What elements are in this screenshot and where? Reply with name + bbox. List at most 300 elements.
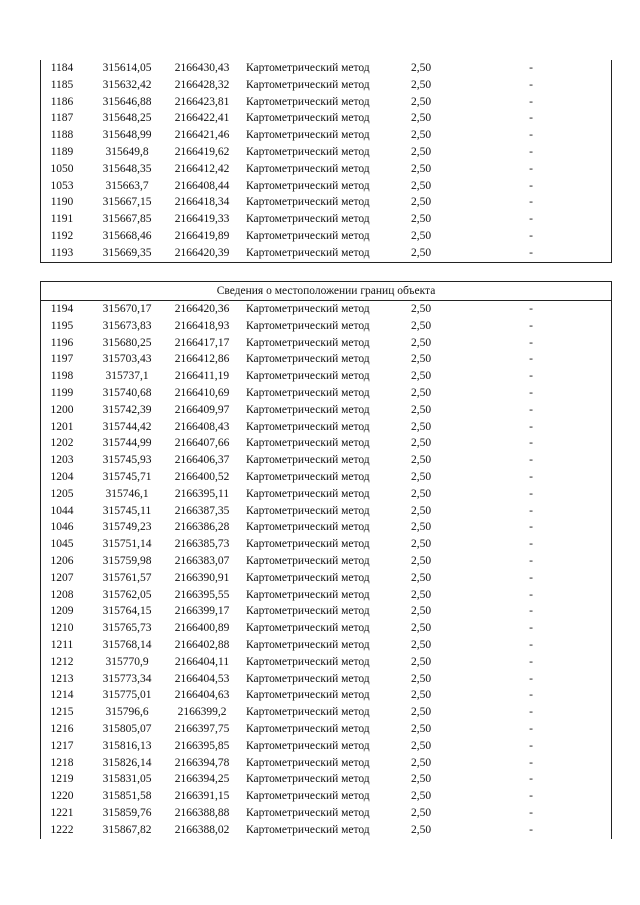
method-cell: Картометрический метод [246, 823, 370, 836]
table-row [41, 419, 611, 436]
coord-x-cell: 315632,42 [102, 78, 152, 91]
point-number-cell: 1208 [50, 588, 74, 601]
table-row [41, 301, 611, 318]
coord-x-cell: 315764,15 [102, 605, 152, 618]
point-number-cell: 1214 [50, 689, 74, 702]
method-cell: Картометрический метод [246, 403, 370, 416]
description-cell: - [529, 672, 533, 685]
description-cell: - [529, 78, 533, 91]
coord-y-cell: 2166423,81 [174, 95, 230, 108]
coord-y-cell: 2166404,63 [174, 689, 230, 702]
description-cell: - [529, 655, 533, 668]
coord-x-cell: 315668,46 [102, 229, 152, 242]
method-cell: Картометрический метод [246, 112, 370, 125]
coord-x-cell: 315745,93 [102, 454, 152, 467]
method-cell: Картометрический метод [246, 95, 370, 108]
description-cell: - [529, 303, 533, 315]
point-number-cell: 1211 [50, 638, 74, 651]
description-cell: - [529, 756, 533, 769]
coord-x-cell: 315759,98 [102, 554, 152, 567]
precision-cell: 2,50 [410, 521, 432, 534]
point-number-cell: 1217 [50, 739, 74, 752]
coord-y-cell: 2166404,53 [174, 672, 230, 685]
coord-y-cell: 2166406,37 [174, 454, 230, 467]
description-cell: - [529, 739, 533, 752]
point-number-cell: 1216 [50, 722, 74, 735]
point-number-cell: 1198 [50, 370, 74, 383]
method-cell: Картометрический метод [246, 504, 370, 517]
table-row [41, 228, 611, 245]
precision-cell: 2,50 [410, 62, 432, 74]
point-number-cell: 1186 [50, 95, 74, 108]
point-number-cell: 1044 [50, 504, 74, 517]
description-cell: - [529, 386, 533, 399]
coord-y-cell: 2166395,85 [174, 739, 230, 752]
table-row [41, 704, 611, 721]
coord-x-cell: 315740,68 [102, 386, 152, 399]
table-row [41, 452, 611, 469]
coord-x-cell: 315670,17 [102, 303, 152, 315]
coord-x-cell: 315805,07 [102, 722, 152, 735]
method-cell: Картометрический метод [246, 229, 370, 242]
method-cell: Картометрический метод [246, 303, 370, 315]
table-row [41, 654, 611, 671]
point-number-cell: 1187 [50, 112, 74, 125]
precision-cell: 2,50 [410, 370, 432, 383]
point-number-cell: 1195 [50, 319, 74, 332]
method-cell: Картометрический метод [246, 78, 370, 91]
table-row [41, 738, 611, 755]
table-row [41, 805, 611, 822]
method-cell: Картометрический метод [246, 622, 370, 635]
description-cell: - [529, 112, 533, 125]
coord-y-cell: 2166417,17 [174, 336, 230, 349]
coord-x-cell: 315745,71 [102, 470, 152, 483]
coord-x-cell: 315859,76 [102, 806, 152, 819]
method-cell: Картометрический метод [246, 179, 370, 192]
point-number-cell: 1210 [50, 622, 74, 635]
table-row [41, 110, 611, 127]
coord-y-cell: 2166404,11 [174, 655, 230, 668]
point-number-cell: 1219 [50, 773, 74, 786]
coord-y-cell: 2166408,43 [174, 420, 230, 433]
coord-y-cell: 2166402,88 [174, 638, 230, 651]
point-number-cell: 1193 [50, 246, 74, 259]
point-number-cell: 1046 [50, 521, 74, 534]
method-cell: Картометрический метод [246, 706, 370, 719]
coord-y-cell: 2166395,11 [174, 487, 230, 500]
coord-x-cell: 315796,6 [105, 706, 149, 719]
coord-y-cell: 2166410,69 [174, 386, 230, 399]
point-number-cell: 1202 [50, 437, 74, 450]
table-row [41, 519, 611, 536]
coord-x-cell: 315768,14 [102, 638, 152, 651]
coord-x-cell: 315648,25 [102, 112, 152, 125]
method-cell: Картометрический метод [246, 773, 370, 786]
precision-cell: 2,50 [410, 179, 432, 192]
table-row [41, 385, 611, 402]
coord-y-cell: 2166422,41 [174, 112, 230, 125]
coord-x-cell: 315765,73 [102, 622, 152, 635]
point-number-cell: 1192 [50, 229, 74, 242]
table-row [41, 671, 611, 688]
precision-cell: 2,50 [410, 162, 432, 175]
coord-y-cell: 2166400,89 [174, 622, 230, 635]
precision-cell: 2,50 [410, 213, 432, 226]
coord-x-cell: 315663,7 [105, 179, 149, 192]
coord-x-cell: 315648,99 [102, 129, 152, 142]
table-row [41, 755, 611, 772]
coord-y-cell: 2166418,93 [174, 319, 230, 332]
coord-y-cell: 2166390,91 [174, 571, 230, 584]
table-row [41, 788, 611, 805]
table-row [41, 335, 611, 352]
coord-y-cell: 2166412,42 [174, 162, 230, 175]
coord-x-cell: 315667,15 [102, 196, 152, 209]
coord-x-cell: 315770,9 [105, 655, 149, 668]
method-cell: Картометрический метод [246, 62, 370, 74]
description-cell: - [529, 129, 533, 142]
table-row [41, 435, 611, 452]
precision-cell: 2,50 [410, 554, 432, 567]
description-cell: - [529, 470, 533, 483]
coord-y-cell: 2166430,43 [174, 62, 230, 74]
coord-x-cell: 315744,42 [102, 420, 152, 433]
point-number-cell: 1212 [50, 655, 74, 668]
precision-cell: 2,50 [410, 437, 432, 450]
precision-cell: 2,50 [410, 638, 432, 651]
precision-cell: 2,50 [410, 538, 432, 551]
precision-cell: 2,50 [410, 504, 432, 517]
coord-x-cell: 315745,11 [102, 504, 152, 517]
method-cell: Картометрический метод [246, 571, 370, 584]
method-cell: Картометрический метод [246, 386, 370, 399]
table-row [41, 503, 611, 520]
description-cell: - [529, 790, 533, 803]
method-cell: Картометрический метод [246, 196, 370, 209]
table-row [41, 178, 611, 195]
method-cell: Картометрический метод [246, 790, 370, 803]
description-cell: - [529, 403, 533, 416]
coord-y-cell: 2166421,46 [174, 129, 230, 142]
precision-cell: 2,50 [410, 112, 432, 125]
coord-y-cell: 2166388,88 [174, 806, 230, 819]
description-cell: - [529, 605, 533, 618]
coord-y-cell: 2166399,17 [174, 605, 230, 618]
table-row [41, 368, 611, 385]
method-cell: Картометрический метод [246, 470, 370, 483]
method-cell: Картометрический метод [246, 605, 370, 618]
coord-x-cell: 315737,1 [105, 370, 149, 383]
description-cell: - [529, 689, 533, 702]
table-row [41, 486, 611, 503]
coord-x-cell: 315649,8 [105, 145, 149, 158]
coord-y-cell: 2166391,15 [174, 790, 230, 803]
precision-cell: 2,50 [410, 336, 432, 349]
point-number-cell: 1207 [50, 571, 74, 584]
description-cell: - [529, 622, 533, 635]
table-row [41, 771, 611, 788]
coord-x-cell: 315773,34 [102, 672, 152, 685]
precision-cell: 2,50 [410, 706, 432, 719]
point-number-cell: 1197 [50, 353, 74, 366]
precision-cell: 2,50 [410, 487, 432, 500]
precision-cell: 2,50 [410, 196, 432, 209]
table-row [41, 469, 611, 486]
coord-x-cell: 315669,35 [102, 246, 152, 259]
precision-cell: 2,50 [410, 790, 432, 803]
point-number-cell: 1045 [50, 538, 74, 551]
method-cell: Картометрический метод [246, 437, 370, 450]
point-number-cell: 1205 [50, 487, 74, 500]
precision-cell: 2,50 [410, 129, 432, 142]
description-cell: - [529, 638, 533, 651]
description-cell: - [529, 571, 533, 584]
method-cell: Картометрический метод [246, 588, 370, 601]
description-cell: - [529, 504, 533, 517]
table-row [41, 553, 611, 570]
coord-y-cell: 2166418,34 [174, 196, 230, 209]
coord-y-cell: 2166383,07 [174, 554, 230, 567]
description-cell: - [529, 370, 533, 383]
method-cell: Картометрический метод [246, 246, 370, 259]
description-cell: - [529, 437, 533, 450]
description-cell: - [529, 145, 533, 158]
point-number-cell: 1191 [50, 213, 74, 226]
description-cell: - [529, 722, 533, 735]
description-cell: - [529, 487, 533, 500]
table-row [41, 721, 611, 738]
coord-x-cell: 315648,35 [102, 162, 152, 175]
description-cell: - [529, 420, 533, 433]
description-cell: - [529, 336, 533, 349]
coord-y-cell: 2166395,55 [174, 588, 230, 601]
coord-x-cell: 315646,88 [102, 95, 152, 108]
coord-y-cell: 2166386,28 [174, 521, 230, 534]
description-cell: - [529, 162, 533, 175]
point-number-cell: 1196 [50, 336, 74, 349]
method-cell: Картометрический метод [246, 722, 370, 735]
method-cell: Картометрический метод [246, 145, 370, 158]
table-row [41, 570, 611, 587]
precision-cell: 2,50 [410, 739, 432, 752]
point-number-cell: 1218 [50, 756, 74, 769]
method-cell: Картометрический метод [246, 370, 370, 383]
point-number-cell: 1184 [50, 62, 74, 74]
description-cell: - [529, 62, 533, 74]
coord-y-cell: 2166419,33 [174, 213, 230, 226]
description-cell: - [529, 319, 533, 332]
coord-y-cell: 2166420,39 [174, 246, 230, 259]
precision-cell: 2,50 [410, 403, 432, 416]
method-cell: Картометрический метод [246, 162, 370, 175]
point-number-cell: 1209 [50, 605, 74, 618]
point-number-cell: 1201 [50, 420, 74, 433]
precision-cell: 2,50 [410, 353, 432, 366]
precision-cell: 2,50 [410, 773, 432, 786]
coord-x-cell: 315680,25 [102, 336, 152, 349]
point-number-cell: 1053 [50, 179, 74, 192]
method-cell: Картометрический метод [246, 353, 370, 366]
coord-x-cell: 315826,14 [102, 756, 152, 769]
coord-y-cell: 2166394,78 [174, 756, 230, 769]
point-number-cell: 1220 [50, 790, 74, 803]
point-number-cell: 1050 [50, 162, 74, 175]
description-cell: - [529, 246, 533, 259]
precision-cell: 2,50 [410, 95, 432, 108]
method-cell: Картометрический метод [246, 806, 370, 819]
coord-y-cell: 2166428,32 [174, 78, 230, 91]
table-row [41, 194, 611, 211]
precision-cell: 2,50 [410, 605, 432, 618]
coord-x-cell: 315744,99 [102, 437, 152, 450]
coord-x-cell: 315761,57 [102, 571, 152, 584]
coord-y-cell: 2166408,44 [174, 179, 230, 192]
coord-x-cell: 315749,23 [102, 521, 152, 534]
precision-cell: 2,50 [410, 806, 432, 819]
method-cell: Картометрический метод [246, 638, 370, 651]
precision-cell: 2,50 [410, 571, 432, 584]
method-cell: Картометрический метод [246, 487, 370, 500]
coord-x-cell: 315742,39 [102, 403, 152, 416]
method-cell: Картометрический метод [246, 336, 370, 349]
description-cell: - [529, 706, 533, 719]
coord-y-cell: 2166387,35 [174, 504, 230, 517]
coord-y-cell: 2166400,52 [174, 470, 230, 483]
precision-cell: 2,50 [410, 823, 432, 836]
point-number-cell: 1199 [50, 386, 74, 399]
table-body-bottom [41, 301, 611, 839]
method-cell: Картометрический метод [246, 739, 370, 752]
table-row [41, 161, 611, 178]
description-cell: - [529, 588, 533, 601]
coord-x-cell: 315751,14 [102, 538, 152, 551]
point-number-cell: 1221 [50, 806, 74, 819]
method-cell: Картометрический метод [246, 538, 370, 551]
point-number-cell: 1206 [50, 554, 74, 567]
coord-y-cell: 2166388,02 [174, 823, 230, 836]
description-cell: - [529, 179, 533, 192]
table-row [41, 127, 611, 144]
table-row [41, 402, 611, 419]
point-number-cell: 1215 [50, 706, 74, 719]
description-cell: - [529, 823, 533, 836]
precision-cell: 2,50 [410, 303, 432, 315]
table-row [41, 687, 611, 704]
method-cell: Картометрический метод [246, 129, 370, 142]
precision-cell: 2,50 [410, 246, 432, 259]
point-number-cell: 1188 [50, 129, 74, 142]
coord-x-cell: 315762,05 [102, 588, 152, 601]
description-cell: - [529, 95, 533, 108]
coord-x-cell: 315816,13 [102, 739, 152, 752]
description-cell: - [529, 454, 533, 467]
precision-cell: 2,50 [410, 420, 432, 433]
table-row [41, 318, 611, 335]
coord-x-cell: 315703,43 [102, 353, 152, 366]
precision-cell: 2,50 [410, 145, 432, 158]
table-row [41, 144, 611, 161]
table-body-top [41, 60, 611, 262]
point-number-cell: 1200 [50, 403, 74, 416]
description-cell: - [529, 806, 533, 819]
method-cell: Картометрический метод [246, 689, 370, 702]
precision-cell: 2,50 [410, 689, 432, 702]
description-cell: - [529, 521, 533, 534]
method-cell: Картометрический метод [246, 655, 370, 668]
coord-y-cell: 2166385,73 [174, 538, 230, 551]
table-row [41, 60, 611, 77]
method-cell: Картометрический метод [246, 213, 370, 226]
precision-cell: 2,50 [410, 454, 432, 467]
coord-y-cell: 2166411,19 [174, 370, 230, 383]
point-number-cell: 1194 [50, 303, 74, 315]
precision-cell: 2,50 [410, 655, 432, 668]
section-caption: Сведения о местоположении границ объекта [41, 282, 611, 301]
point-number-cell: 1189 [50, 145, 74, 158]
description-cell: - [529, 554, 533, 567]
precision-cell: 2,50 [410, 386, 432, 399]
table-row [41, 536, 611, 553]
table-row [41, 245, 611, 262]
description-cell: - [529, 229, 533, 242]
coord-x-cell: 315831,05 [102, 773, 152, 786]
coord-x-cell: 315673,83 [102, 319, 152, 332]
table-row [41, 637, 611, 654]
coord-y-cell: 2166412,86 [174, 353, 230, 366]
description-cell: - [529, 196, 533, 209]
precision-cell: 2,50 [410, 588, 432, 601]
method-cell: Картометрический метод [246, 420, 370, 433]
precision-cell: 2,50 [410, 229, 432, 242]
coord-x-cell: 315667,85 [102, 213, 152, 226]
method-cell: Картометрический метод [246, 454, 370, 467]
coord-x-cell: 315851,58 [102, 790, 152, 803]
point-number-cell: 1185 [50, 78, 74, 91]
coord-y-cell: 2166394,25 [174, 773, 230, 786]
precision-cell: 2,50 [410, 756, 432, 769]
precision-cell: 2,50 [410, 622, 432, 635]
coordinates-table-bottom [40, 281, 612, 839]
method-cell: Картометрический метод [246, 672, 370, 685]
precision-cell: 2,50 [410, 319, 432, 332]
table-row [41, 77, 611, 94]
precision-cell: 2,50 [410, 78, 432, 91]
table-row [41, 94, 611, 111]
coord-x-cell: 315867,82 [102, 823, 152, 836]
coord-y-cell: 2166419,89 [174, 229, 230, 242]
precision-cell: 2,50 [410, 672, 432, 685]
method-cell: Картометрический метод [246, 756, 370, 769]
coord-x-cell: 315614,05 [102, 62, 152, 74]
point-number-cell: 1204 [50, 470, 74, 483]
point-number-cell: 1213 [50, 672, 74, 685]
coord-y-cell: 2166397,75 [174, 722, 230, 735]
precision-cell: 2,50 [410, 470, 432, 483]
point-number-cell: 1190 [50, 196, 74, 209]
table-row [41, 587, 611, 604]
method-cell: Картометрический метод [246, 319, 370, 332]
coord-y-cell: 2166399,2 [177, 706, 227, 719]
coord-y-cell: 2166407,66 [174, 437, 230, 450]
coord-y-cell: 2166420,36 [174, 303, 230, 315]
table-row [41, 351, 611, 368]
coord-y-cell: 2166409,97 [174, 403, 230, 416]
point-number-cell: 1203 [50, 454, 74, 467]
description-cell: - [529, 773, 533, 786]
description-cell: - [529, 213, 533, 226]
method-cell: Картометрический метод [246, 521, 370, 534]
